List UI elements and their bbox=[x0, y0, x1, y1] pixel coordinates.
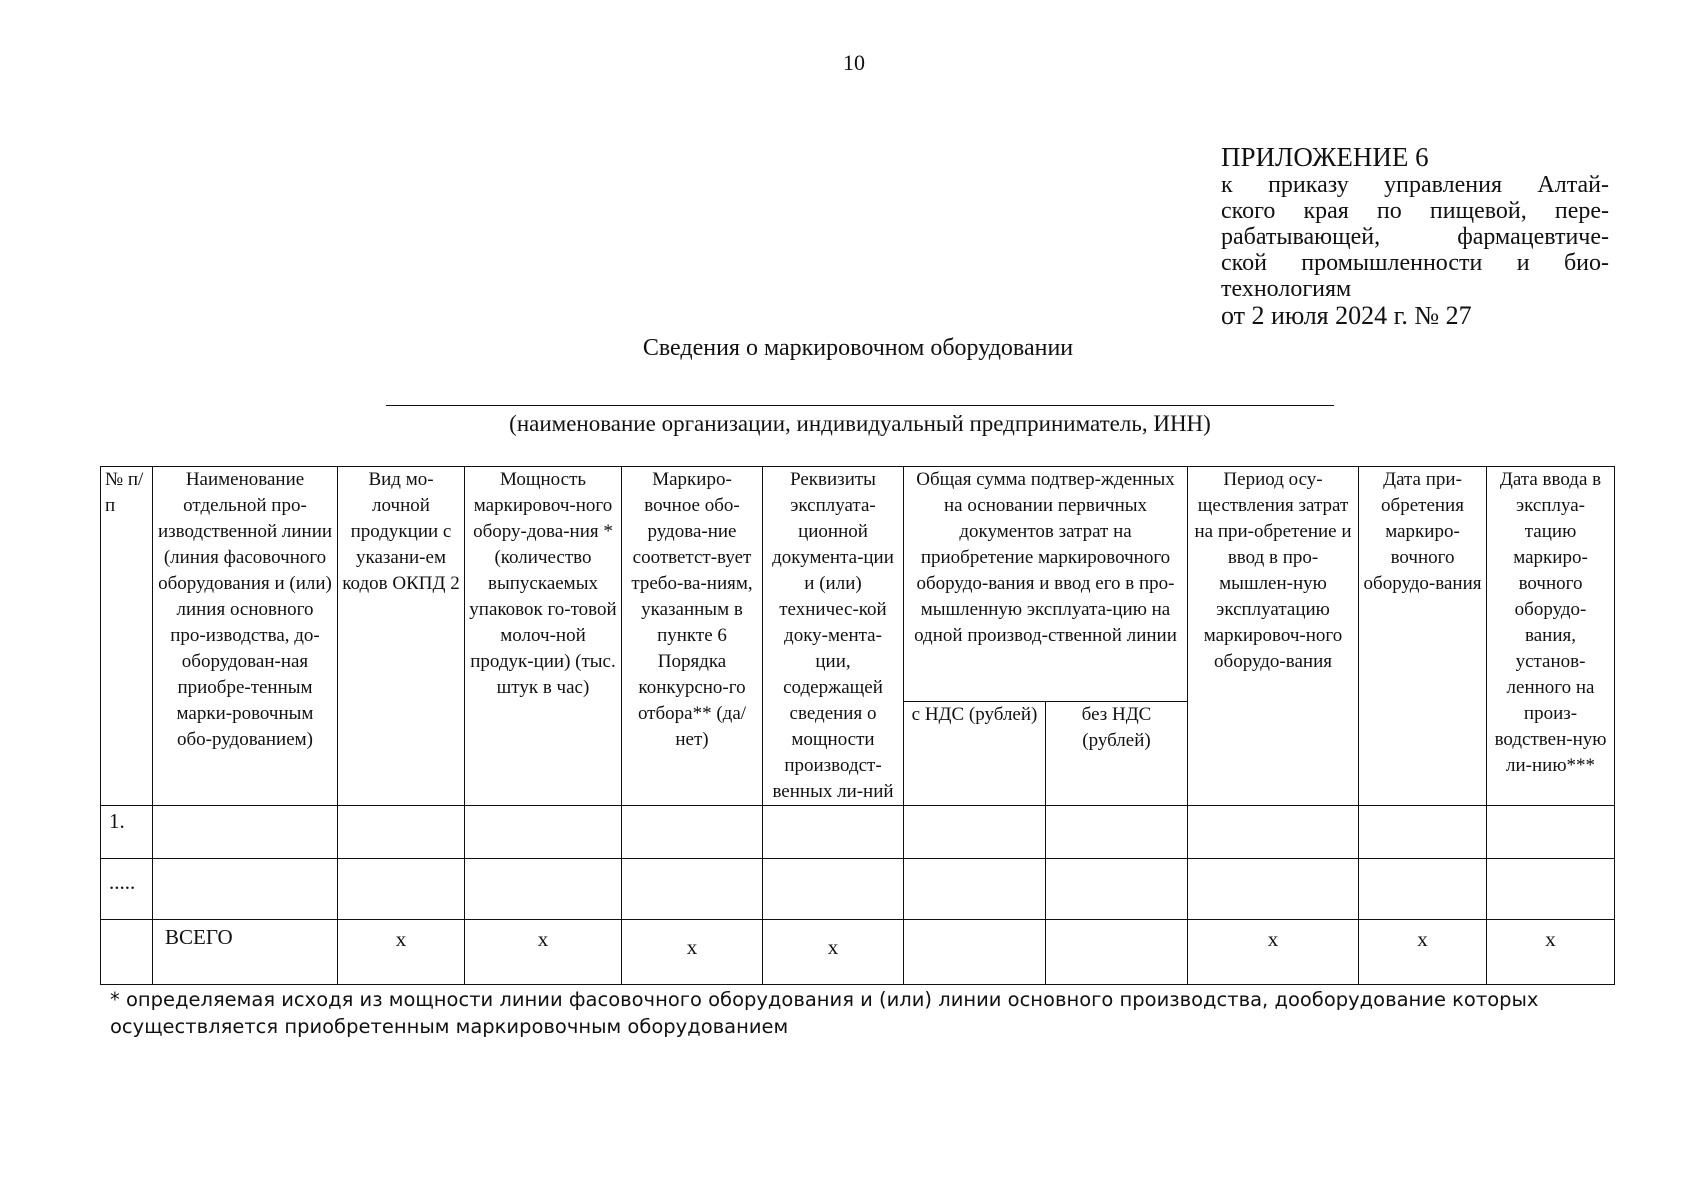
table-total-row bbox=[101, 920, 1615, 985]
header-num: № п/п bbox=[101, 467, 153, 806]
table-cell bbox=[338, 806, 465, 859]
table-cell bbox=[153, 859, 338, 920]
table-cell bbox=[465, 806, 622, 859]
appendix-line: технологиям bbox=[1221, 276, 1352, 302]
header-without-vat: без НДС (рублей) bbox=[1046, 702, 1188, 806]
header-period: Период осу-ществления затрат на при-обретение и ввод в про-мышлен-ную эксплуатацию маркировоч-ного оборудо-вания bbox=[1188, 467, 1359, 806]
document-title: Сведения о маркировочном оборудовании bbox=[642, 335, 1074, 361]
header-compliance: Маркиро-вочное обо-рудова-ние соответст-вует требо-ва-ниям, указанным в пункте 6 Порядка конкурсно-го отбора** (да/нет) bbox=[622, 467, 763, 806]
table-cell bbox=[622, 806, 763, 859]
total-purchase-date: х bbox=[1359, 920, 1487, 985]
page-number: 10 bbox=[843, 50, 865, 75]
header-with-vat: с НДС (рублей) bbox=[904, 702, 1046, 806]
table-cell bbox=[1188, 806, 1359, 859]
appendix-line: ской промышленности и био- bbox=[1221, 250, 1609, 276]
table-cell bbox=[1188, 859, 1359, 920]
total-product-type: х bbox=[338, 920, 465, 985]
table-cell bbox=[1359, 859, 1487, 920]
table-cell bbox=[338, 859, 465, 920]
header-commission-date: Дата ввода в эксплуа-тацию маркиро-вочного оборудо-вания, установ-ленного на произ-водствен-ную ли-нию*** bbox=[1487, 467, 1615, 806]
total-label: ВСЕГО bbox=[153, 920, 338, 985]
total-with-vat bbox=[904, 920, 1046, 985]
row-number: ..... bbox=[101, 859, 153, 920]
table-cell bbox=[153, 806, 338, 859]
table-cell bbox=[622, 859, 763, 920]
footnote: * определяемая исходя из мощности линии фасовочного оборудования и (или) линии основного производства, дооборудование которых осуществляется приобретенным маркировочным оборудованием bbox=[110, 988, 1539, 1038]
total-capacity: х bbox=[465, 920, 622, 985]
appendix-line: рабатывающей, фармацевтиче- bbox=[1221, 224, 1609, 250]
table-row bbox=[101, 859, 1615, 920]
header-purchase-date: Дата при-обретения маркиро-вочного оборудо-вания bbox=[1359, 467, 1487, 806]
appendix-line: ского края по пищевой, пере- bbox=[1221, 198, 1609, 224]
appendix-block bbox=[1221, 142, 1609, 330]
table-header-row bbox=[101, 467, 1615, 702]
table-cell bbox=[904, 859, 1046, 920]
table-cell bbox=[1046, 806, 1188, 859]
table-cell bbox=[1487, 859, 1615, 920]
header-line-name: Наименование отдельной про-изводственной линии (линия фасовочного оборудования и (или) линия основного про-изводства, до-оборудован-ная приобре-тенным марки-ровочным обо-рудованием) bbox=[153, 467, 338, 806]
equipment-table bbox=[100, 466, 1615, 985]
total-commission-date: х bbox=[1487, 920, 1615, 985]
table-cell bbox=[1359, 806, 1487, 859]
table-cell bbox=[904, 806, 1046, 859]
total-period: х bbox=[1188, 920, 1359, 985]
organization-blank-line bbox=[386, 405, 1334, 406]
table-row bbox=[101, 806, 1615, 859]
table-cell bbox=[1487, 806, 1615, 859]
table-cell bbox=[1046, 859, 1188, 920]
total-without-vat bbox=[1046, 920, 1188, 985]
organization-caption: (наименование организации, индивидуальный предприниматель, ИНН) bbox=[509, 411, 1211, 436]
table-cell bbox=[101, 920, 153, 985]
row-number: 1. bbox=[101, 806, 153, 859]
appendix-date-number: от 2 июля 2024 г. № 27 bbox=[1221, 301, 1472, 330]
table-cell bbox=[763, 859, 904, 920]
total-compliance: х bbox=[622, 920, 763, 985]
appendix-title: ПРИЛОЖЕНИЕ 6 bbox=[1221, 142, 1429, 172]
appendix-line: к приказу управления Алтай- bbox=[1221, 172, 1609, 198]
header-product-type: Вид мо-лочной продукции с указани-ем кодов ОКПД 2 bbox=[338, 467, 465, 806]
header-total-cost: Общая сумма подтвер-жденных на основании первичных документов затрат на приобретение маркировочного оборудо-вания и ввод его в про-мышленную эксплуата-цию на одной производ-ственной линии bbox=[904, 467, 1188, 702]
header-documentation: Реквизиты эксплуата-ционной документа-ции и (или) техничес-кой доку-мента-ции, содержащей сведения о мощности производст-венных ли-ний bbox=[763, 467, 904, 806]
table-cell bbox=[763, 806, 904, 859]
table-cell bbox=[465, 859, 622, 920]
header-capacity: Мощность маркировоч-ного обору-дова-ния * (количество выпускаемых упаковок го-товой молоч-ной продук-ции) (тыс. штук в час) bbox=[465, 467, 622, 806]
total-documentation: х bbox=[763, 920, 904, 985]
